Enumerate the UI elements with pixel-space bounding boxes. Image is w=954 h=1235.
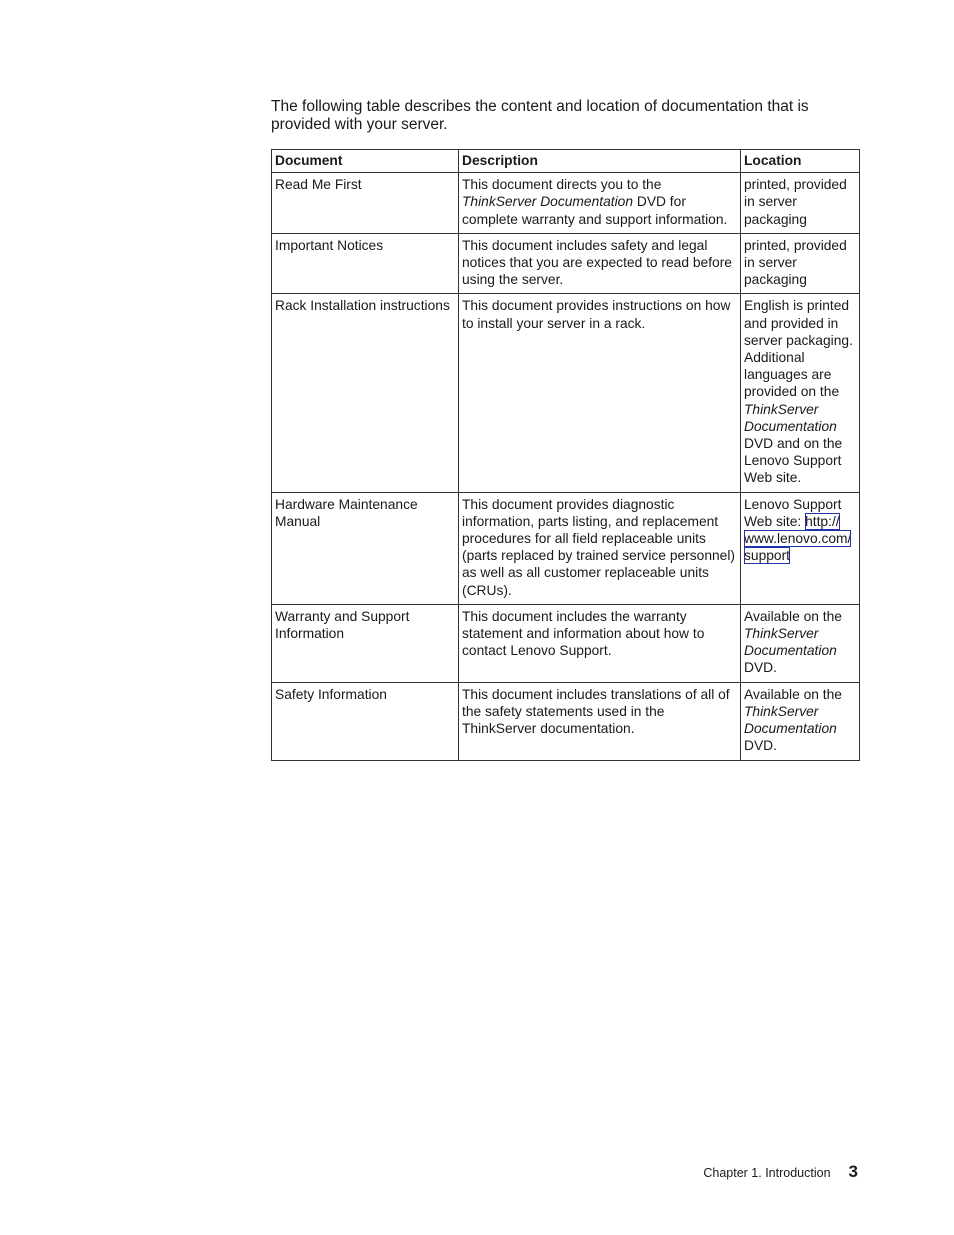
cell-description: This document includes the warranty statement and information about how to contact Lenovo Support. [459,604,741,682]
support-link[interactable]: support [744,548,791,564]
support-link[interactable]: http:// [805,513,840,529]
header-location: Location [741,150,860,173]
italic-title: ThinkServer Documentation [744,626,837,659]
table-body [272,173,860,760]
cell-document: Warranty and Support Information [272,604,459,682]
cell-description: This document provides diagnostic information, parts listing, and replacement procedures for all field replaceable units (parts replaced by trained service personnel) as well as all customer replaceable units (CRUs). [459,492,741,604]
italic-title: ThinkServer Documentation [744,401,837,434]
intro-paragraph: The following table describes the content and location of documentation that is provided with your server. [271,98,809,133]
header-description: Description [459,150,741,173]
italic-title: ThinkServer Documentation [462,194,634,210]
cell-location: English is printed and provided in server packaging. Additional languages are provided on the ThinkServer Documentation DVD and on the Lenovo Support Web site. [741,294,860,492]
italic-title: ThinkServer Documentation [744,703,837,737]
cell-description: This document provides instructions on how to install your server in a rack. [459,294,741,492]
cell-description: This document includes translations of all of the safety statements used in the ThinkServer documentation. [459,682,741,760]
table-row [272,682,860,760]
table-header-row [272,150,860,173]
cell-location: Available on the ThinkServer Documentation DVD. [741,604,860,682]
support-link[interactable]: www.lenovo.com/ [744,531,852,547]
cell-location: Lenovo Support Web site: http:// www.lenovo.com/ support [741,492,860,604]
page-footer [703,1162,858,1182]
cell-document: Important Notices [272,233,459,294]
cell-location: printed, provided in server packaging [741,233,860,294]
cell-document: Read Me First [272,173,459,234]
table-row [272,492,860,604]
cell-document: Hardware Maintenance Manual [272,492,459,604]
cell-location: printed, provided in server packaging [741,173,860,234]
cell-location: Available on the ThinkServer Documentation DVD. [741,682,860,760]
cell-description: This document includes safety and legal notices that you are expected to read before using the server. [459,233,741,294]
table-row [272,294,860,492]
table-row [272,233,860,294]
documentation-table [271,149,860,761]
cell-document: Rack Installation instructions [272,294,459,492]
page-number: 3 [848,1162,858,1181]
chapter-label: Chapter 1. Introduction [703,1166,831,1180]
table-row [272,604,860,682]
cell-description: This document directs you to the ThinkServer Documentation DVD for complete warranty and support information. [459,173,741,234]
header-document: Document [272,150,459,173]
cell-document: Safety Information [272,682,459,760]
table-row [272,173,860,234]
